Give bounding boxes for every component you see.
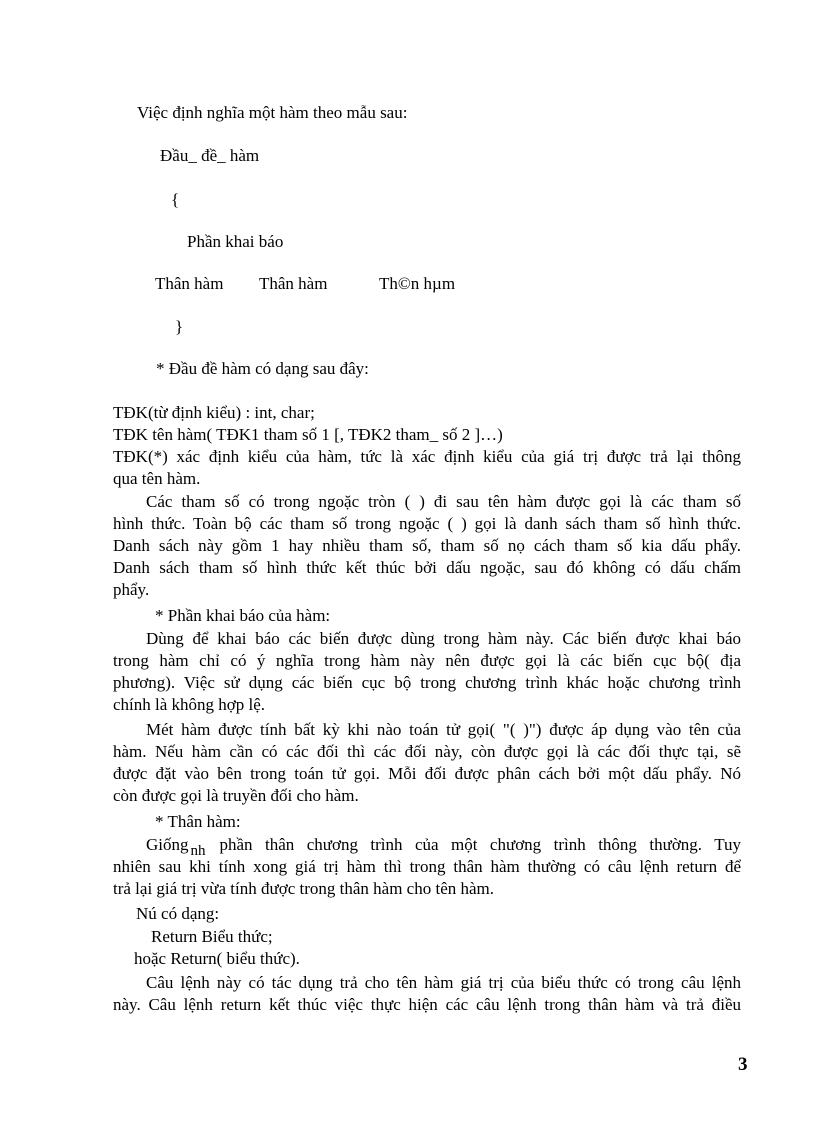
text-line: nhiên sau khi tính xong giá trị hàm thì trong thân hàm thường có câu lệnh return để (113, 857, 741, 876)
text-line: Danh sách tham số hình thức kết thúc bởi dấu ngoặc, sau đó không có dấu chấm (113, 558, 741, 577)
text-line: hình thức. Toàn bộ các tham số trong ngoặc ( ) gọi là danh sách tham số hình thức. (113, 514, 741, 533)
intro-line: Việc định nghĩa một hàm theo mẫu sau: (137, 103, 408, 122)
text-line: phẩy. (113, 580, 150, 599)
subscript-fragment: nh (190, 843, 206, 859)
text-line: Các tham số có trong ngoặc tròn ( ) đi sau tên hàm được gọi là các tham số (146, 492, 741, 511)
paragraph-return-type (113, 446, 741, 490)
close-brace: } (175, 317, 184, 336)
text-line: chính là không hợp lệ. (113, 695, 266, 714)
section-heading-header: * Đầu đề hàm có dạng sau đây: (156, 359, 369, 378)
text-line: trả lại giá trị vừa tính được trong thân hàm cho tên hàm. (113, 879, 495, 898)
function-syntax-line: TĐK tên hàm( TĐK1 tham số 1 [, TĐK2 tham_ số 2 ]…) (113, 425, 503, 444)
paragraph-parameters (113, 491, 741, 601)
text-line: Dùng để khai báo các biến được dùng trong hàm này. Các biến được khai báo (146, 629, 741, 648)
body-label-3: Th©n hµm (379, 274, 456, 293)
syntax-intro: Nú có dạng: (136, 904, 220, 923)
text-line: hàm. Nếu hàm cần có các đối thì các đối này, còn được gọi là các đối thực tại, sẽ (113, 742, 741, 761)
text-line: Câu lệnh này có tác dụng trả cho tên hàm giá trị của biểu thức có trong câu lệnh (146, 973, 741, 992)
function-header-label: Đầu_ đề_ hàm (160, 146, 260, 165)
paragraph-body (113, 834, 741, 900)
text-line: được đặt vào bên trong toán tử gọi. Mỗi đối được phân cách bởi một dấu phẩy. Nó (113, 764, 741, 783)
declaration-label: Phần khai báo (187, 232, 284, 251)
paragraph-return-statement (113, 972, 741, 1016)
page-number: 3 (738, 1054, 748, 1075)
text-line: Giống nh phần thân chương trình của một chương trình thông thường. Tuy (146, 835, 741, 859)
text-line: Danh sách này gồm 1 hay nhiều tham số, tham số nọ cách tham số kia dấu phẩy. (113, 536, 741, 555)
section-heading-body: * Thân hàm: (155, 812, 241, 831)
section-heading-declaration: * Phần khai báo của hàm: (155, 606, 331, 625)
paragraph-function-call (113, 719, 741, 807)
text-line: còn được gọi là truyền đối cho hàm. (113, 786, 359, 805)
paragraph-declaration (113, 628, 741, 716)
return-syntax-2: hoặc Return( biểu thức). (134, 949, 300, 968)
body-label-2: Thân hàm (259, 274, 328, 293)
text-line: trong hàm chỉ có ý nghĩa trong hàm này nên được gọi là các biến cục bộ( địa (113, 651, 741, 670)
return-syntax-1: Return Biểu thức; (151, 927, 273, 946)
text-line: này. Câu lệnh return kết thúc việc thực hiện các câu lệnh trong thân hàm và trả điều (113, 995, 741, 1014)
text-line: TĐK(*) xác định kiểu của hàm, tức là xác định kiểu của giá trị được trả lại thông (113, 447, 741, 466)
type-definition-line: TĐK(từ định kiểu) : int, char; (113, 403, 315, 422)
text-line: Mét hàm được tính bất kỳ khi nào toán tử gọi( "( )") được áp dụng vào tên của (146, 720, 741, 739)
body-label-1: Thân hàm (155, 274, 224, 293)
open-brace: { (171, 190, 180, 209)
text-line: phương). Việc sử dụng các biến cục bộ trong chương trình khác hoặc chương trình (113, 673, 741, 692)
text-line: qua tên hàm. (113, 469, 201, 488)
